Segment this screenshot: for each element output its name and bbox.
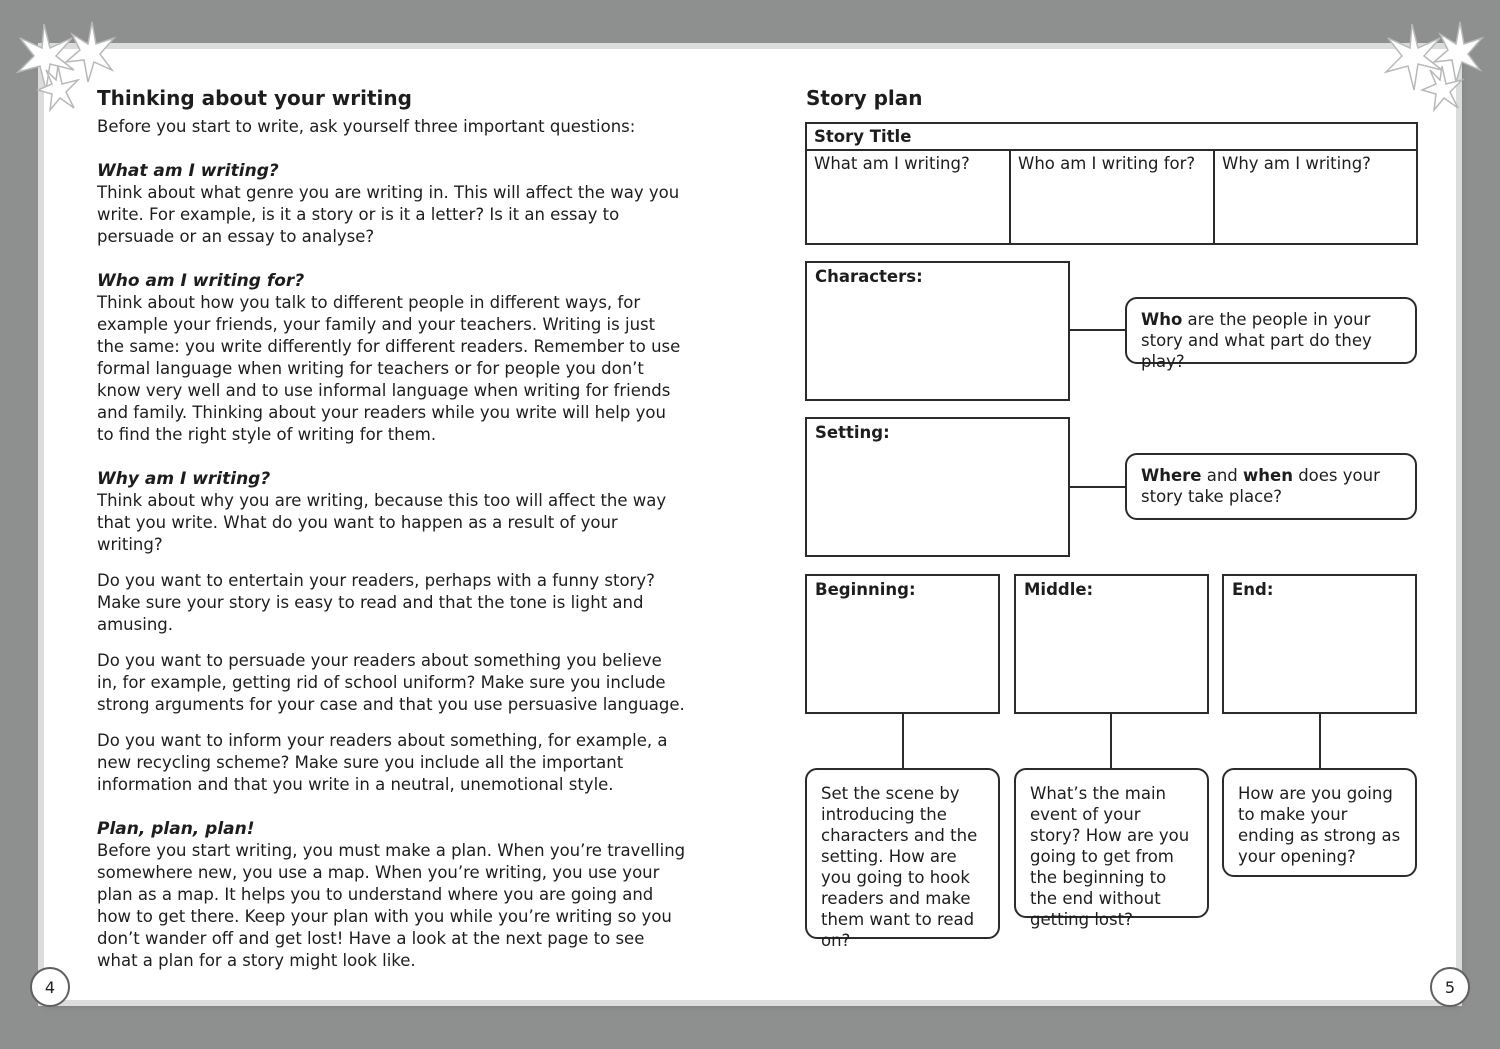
table-cell-who[interactable]: Who am I writing for? bbox=[1011, 151, 1215, 243]
intro-text: Before you start to write, ask yourself three important questions: bbox=[97, 117, 636, 136]
right-page-title: Story plan bbox=[806, 86, 923, 110]
paragraph-inform: Do you want to inform your readers about something, for example, a new recycling scheme? Make sure you include all the important information and that you write in a neutral, unemotional style. bbox=[97, 731, 668, 794]
left-page-content bbox=[97, 86, 687, 972]
connector-line bbox=[1319, 714, 1321, 769]
page-number-left: 4 bbox=[30, 967, 70, 1007]
question-heading-plan: Plan, plan, plan! bbox=[97, 819, 255, 839]
beginning-box[interactable] bbox=[805, 574, 1000, 714]
end-tip-callout: How are you going to make your ending as strong as your opening? bbox=[1222, 768, 1417, 877]
connector-line bbox=[1110, 714, 1112, 769]
characters-box[interactable] bbox=[805, 261, 1070, 401]
setting-box[interactable] bbox=[805, 417, 1070, 557]
paragraph-who: Think about how you talk to different people in different ways, for example your friends, your family and your teachers. Writing is just the same: you write differently for different readers. Remember to use formal language when writing for teachers or for people you don’t know very well and to use informal language when writing for friends and family. Thinking about your readers while you write will help you to find the right style of writing for them. bbox=[97, 293, 681, 444]
paragraph-persuade: Do you want to persuade your readers about something you believe in, for example, getting rid of school uniform? Make sure you include strong arguments for your case and that you use persuasive language. bbox=[97, 651, 685, 714]
end-box[interactable] bbox=[1222, 574, 1417, 714]
paragraph-what: Think about what genre you are writing in. This will affect the way you write. For example, is it a story or is it a letter? Is it an essay to persuade or an essay to analyse? bbox=[97, 183, 680, 246]
paragraph-entertain: Do you want to entertain your readers, perhaps with a funny story? Make sure your story is easy to read and that the tone is light and amusing. bbox=[97, 571, 655, 634]
characters-callout: Who are the people in your story and what part do they play? bbox=[1125, 297, 1417, 364]
page-number-right: 5 bbox=[1430, 967, 1470, 1007]
setting-label: Setting: bbox=[815, 423, 890, 442]
question-heading-what: What am I writing? bbox=[97, 161, 279, 181]
middle-label: Middle: bbox=[1024, 580, 1094, 599]
question-heading-why: Why am I writing? bbox=[97, 469, 271, 489]
connector-line bbox=[1070, 486, 1126, 488]
connector-line bbox=[1070, 329, 1126, 331]
question-heading-who: Who am I writing for? bbox=[97, 271, 305, 291]
setting-callout: Where and when does your story take place? bbox=[1125, 453, 1417, 520]
paragraph-why: Think about why you are writing, because this too will affect the way that you write. What do you want to happen as a result of your writing? bbox=[97, 491, 667, 554]
story-title-table bbox=[805, 122, 1418, 245]
characters-label: Characters: bbox=[815, 267, 923, 286]
beginning-label: Beginning: bbox=[815, 580, 916, 599]
end-label: End: bbox=[1232, 580, 1274, 599]
connector-line bbox=[902, 714, 904, 769]
star-decoration-top-right bbox=[1384, 18, 1484, 113]
story-title-header: Story Title bbox=[807, 124, 1416, 151]
beginning-tip-callout: Set the scene by introducing the characters and the setting. How are you going to hook readers and make them want to read on? bbox=[805, 768, 1000, 939]
paragraph-plan: Before you start writing, you must make a plan. When you’re travelling somewhere new, you use a map. When you’re writing, you use your plan as a map. It helps you to understand where you are going and how to get there. Keep your plan with you while you’re writing so you don’t wander off and get lost! Have a look at the next page to see what a plan for a story might look like. bbox=[97, 841, 686, 970]
left-page-title: Thinking about your writing bbox=[97, 86, 412, 110]
table-cell-why[interactable]: Why am I writing? bbox=[1222, 154, 1371, 173]
table-cell-what[interactable]: What am I writing? bbox=[807, 151, 1011, 243]
middle-box[interactable] bbox=[1014, 574, 1209, 714]
middle-tip-callout: What’s the main event of your story? How are you going to get from the beginning to the end without getting lost? bbox=[1014, 768, 1209, 918]
